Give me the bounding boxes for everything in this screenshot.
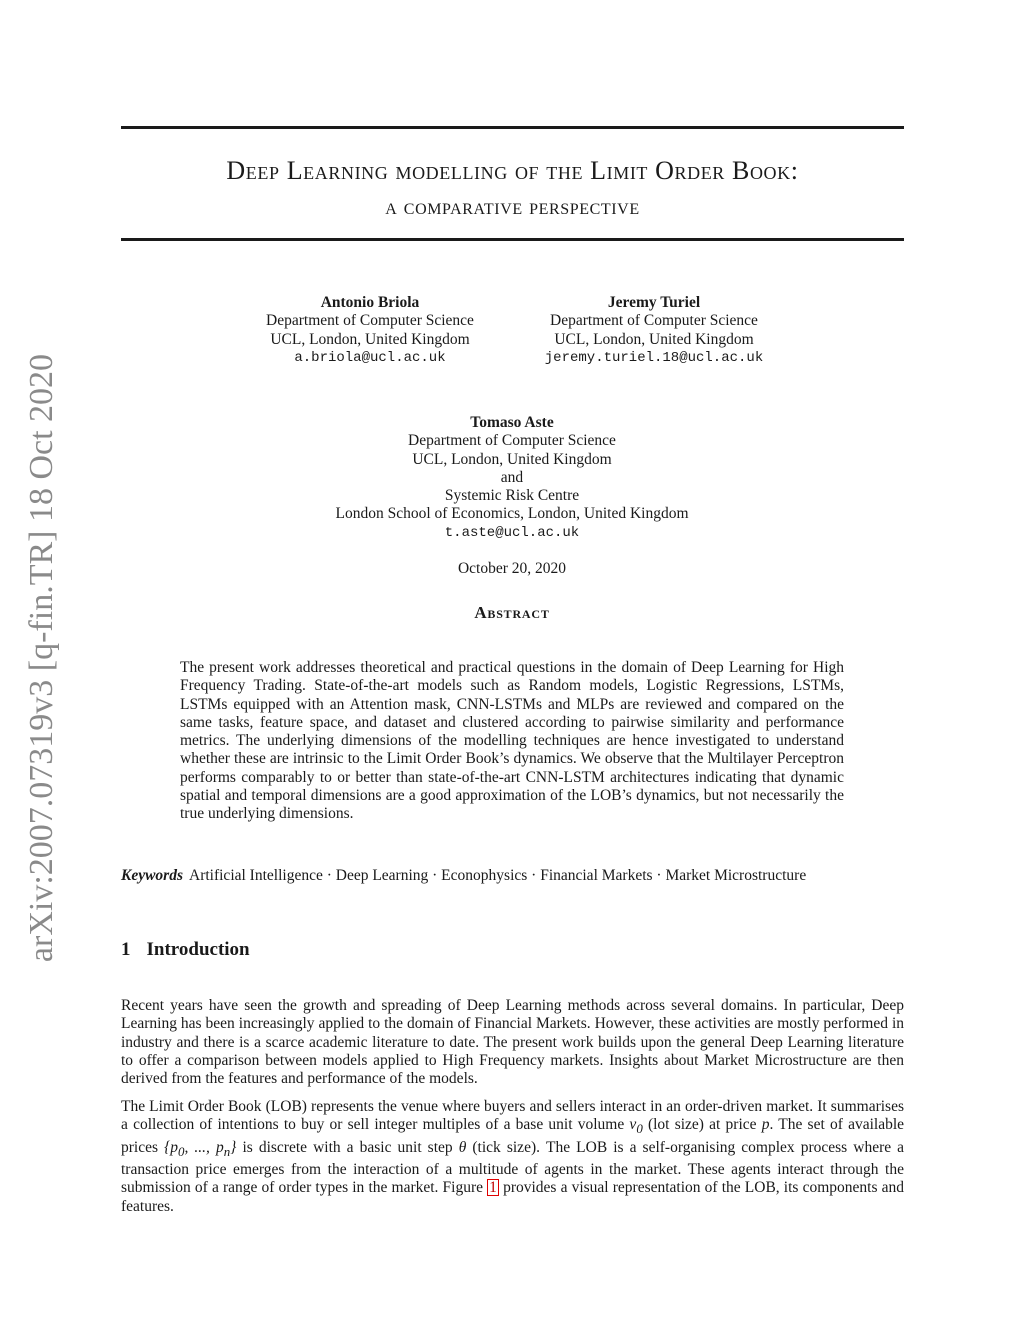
paragraph-text: (lot size) at price [647, 1116, 757, 1134]
author-affiliation-line: UCL, London, United Kingdom [412, 450, 612, 468]
figure-reference-link[interactable]: 1 [489, 1179, 497, 1197]
math-var: , ..., p [184, 1138, 224, 1156]
section-number: 1 [121, 939, 131, 960]
title-rule-bottom [121, 238, 904, 241]
math-var: {p [164, 1138, 179, 1156]
intro-paragraph-1: Recent years have seen the growth and spreading of Deep Learning methods across several domains. In particular, Deep Learning has been increasingly applied to the domain of Financial Markets. However, these activities are mostly performed in industry and there is a scarce academic literature to date. The present work builds upon the general Deep Learning literature to offer a comparison between models applied to High Frequency markets. Insights about Market Microstructure are then derived from the features and performance of the models. [121, 997, 904, 1088]
math-symbol: p [761, 1116, 770, 1134]
author-affiliation-line: Systemic Risk Centre [444, 487, 580, 505]
arxiv-stamp: arXiv:2007.07319v3 [q-fin.TR] 18 Oct 2020 [23, 353, 60, 963]
paragraph-text: . The set of available prices [121, 1116, 905, 1156]
author-affiliation-line: Department of Computer Science [266, 312, 474, 330]
abstract-body: The present work addresses theoretical and practical questions in the domain of Deep Learning for High Frequency Trading. State-of-the-art models such as Random models, Logistic Regressions, LSTMs, LSTMs equipped with an Attention mask, CNN-LSTMs and MLPs are reviewed and compared on the same tasks, feature space, and dataset and clustered according to pairwise similarity and performance metrics. The underlying dimensions of the modelling techniques are hence investigated to understand whether these are intrinsic to the Limit Order Book’s dynamics. We observe that the Multilayer Perceptron performs comparably to or better than state-of-the-art CNN-LSTM architectures indicating that dynamic spatial and temporal dimensions are a good approximation of the LOB’s dynamics, but not necessarily the true underlying dimensions. [180, 659, 844, 823]
author-name: Jeremy Turiel [607, 294, 701, 311]
title-rule-top [121, 126, 904, 129]
author-email[interactable]: jeremy.turiel.18@ucl.ac.uk [544, 349, 764, 366]
paragraph-text: (tick size). The LOB is a self-organising complex process where a transaction price emerges from the interaction of a multitude of agents in the market. These agents interact through the submission of a range of order types in the market. Figure [121, 1138, 905, 1197]
paper-title-line-1: Deep Learning modelling of the Limit Order Book: [226, 156, 799, 185]
author-affiliation-line: Department of Computer Science [408, 432, 616, 450]
author-affiliation-line: UCL, London, United Kingdom [270, 330, 470, 348]
keywords-line [121, 867, 904, 885]
author-affiliation-line: London School of Economics, London, United Kingdom [335, 505, 689, 523]
math-var: v [629, 1116, 637, 1134]
author-email[interactable]: a.briola@ucl.ac.uk [294, 349, 446, 366]
math-symbol: θ [458, 1138, 467, 1156]
section-title: Introduction [146, 939, 250, 960]
author-affiliation-line: UCL, London, United Kingdom [554, 330, 754, 348]
author-block [262, 414, 762, 542]
keywords-label: Keywords [121, 867, 183, 884]
author-block [228, 294, 512, 367]
math-subscript: 0 [636, 1121, 643, 1137]
paper-title-line-2: a comparative perspective [385, 194, 640, 219]
math-symbol [164, 1138, 237, 1159]
paper-date: October 20, 2020 [457, 560, 567, 577]
math-subscript: 0 [178, 1143, 185, 1159]
math-subscript: n [223, 1143, 231, 1159]
paragraph-text: provides a visual representation of the LOB, its components and features. [121, 1179, 905, 1215]
math-symbol [629, 1116, 643, 1137]
section-heading [121, 939, 250, 961]
paragraph-text: The Limit Order Book (LOB) represents the venue where buyers and sellers interact in an order-driven market. It summarises a collection of intentions to buy or sell integer multiples of a base unit volume [121, 1098, 904, 1134]
author-email[interactable]: t.aste@ucl.ac.uk [444, 524, 580, 541]
keywords-text: Artificial Intelligence · Deep Learning · Econophysics · Financial Markets · Market Microstructure [189, 867, 807, 884]
intro-paragraph-2 [121, 1098, 904, 1216]
author-affiliation-line: and [500, 468, 524, 486]
author-block [512, 294, 796, 367]
abstract-heading: Abstract [474, 603, 550, 622]
math-var: } [230, 1138, 237, 1156]
paragraph-text: is discrete with a basic unit step [242, 1138, 453, 1156]
author-affiliation-line: Department of Computer Science [550, 312, 758, 330]
author-name: Tomaso Aste [470, 414, 554, 431]
author-name: Antonio Briola [320, 294, 420, 311]
